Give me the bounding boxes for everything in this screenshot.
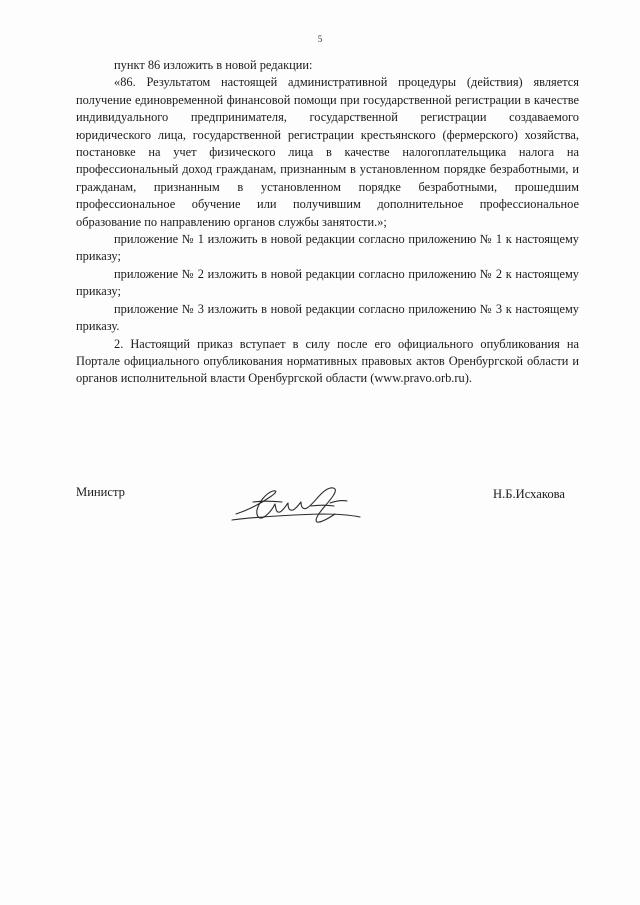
paragraph-item-86-intro: пункт 86 изложить в новой редакции: [114, 58, 313, 72]
signer-title: Министр [76, 485, 125, 499]
paragraph-appendix-2: приложение № 2 изложить в новой редакции согласно приложению № 2 к настоящему приказу; [76, 266, 579, 299]
handwritten-signature [226, 480, 376, 532]
signature-block [76, 480, 579, 540]
document-body [76, 57, 579, 388]
paragraph-appendix-3: приложение № 3 изложить в новой редакции согласно приложению № 3 к настоящему приказу. [76, 301, 579, 334]
paragraph-item-86-text: «86. Результатом настоящей административной процедуры (действия) является получение единовременной финансовой помощи при государственной регистрации в качестве индивидуального предпринимателя, государственной регистрации создаваемого юридического лица, государственной регистрации крестьянского (фермерского) хозяйства, постановке на учет физического лица в качестве налогоплательщика налога на профессиональный доход гражданам, признанным в установленном порядке безработными, и гражданам, признанным в установленном порядке безработными, прошедшим профессиональное обучение или получившим дополнительное профессиональное образование по направлению органов службы занятости.»; [76, 75, 579, 229]
paragraph-effective-date: 2. Настоящий приказ вступает в силу после его официального опубликования на Портале официального опубликования нормативных правовых актов Оренбургской области и органов исполнительной власти Оренбургской области (www.pravo.orb.ru). [76, 336, 579, 386]
signer-name: Н.Б.Исхакова [492, 487, 565, 501]
paragraph-appendix-1: приложение № 1 изложить в новой редакции согласно приложению № 1 к настоящему приказу; [76, 232, 579, 264]
page-number: 5 [317, 34, 323, 44]
